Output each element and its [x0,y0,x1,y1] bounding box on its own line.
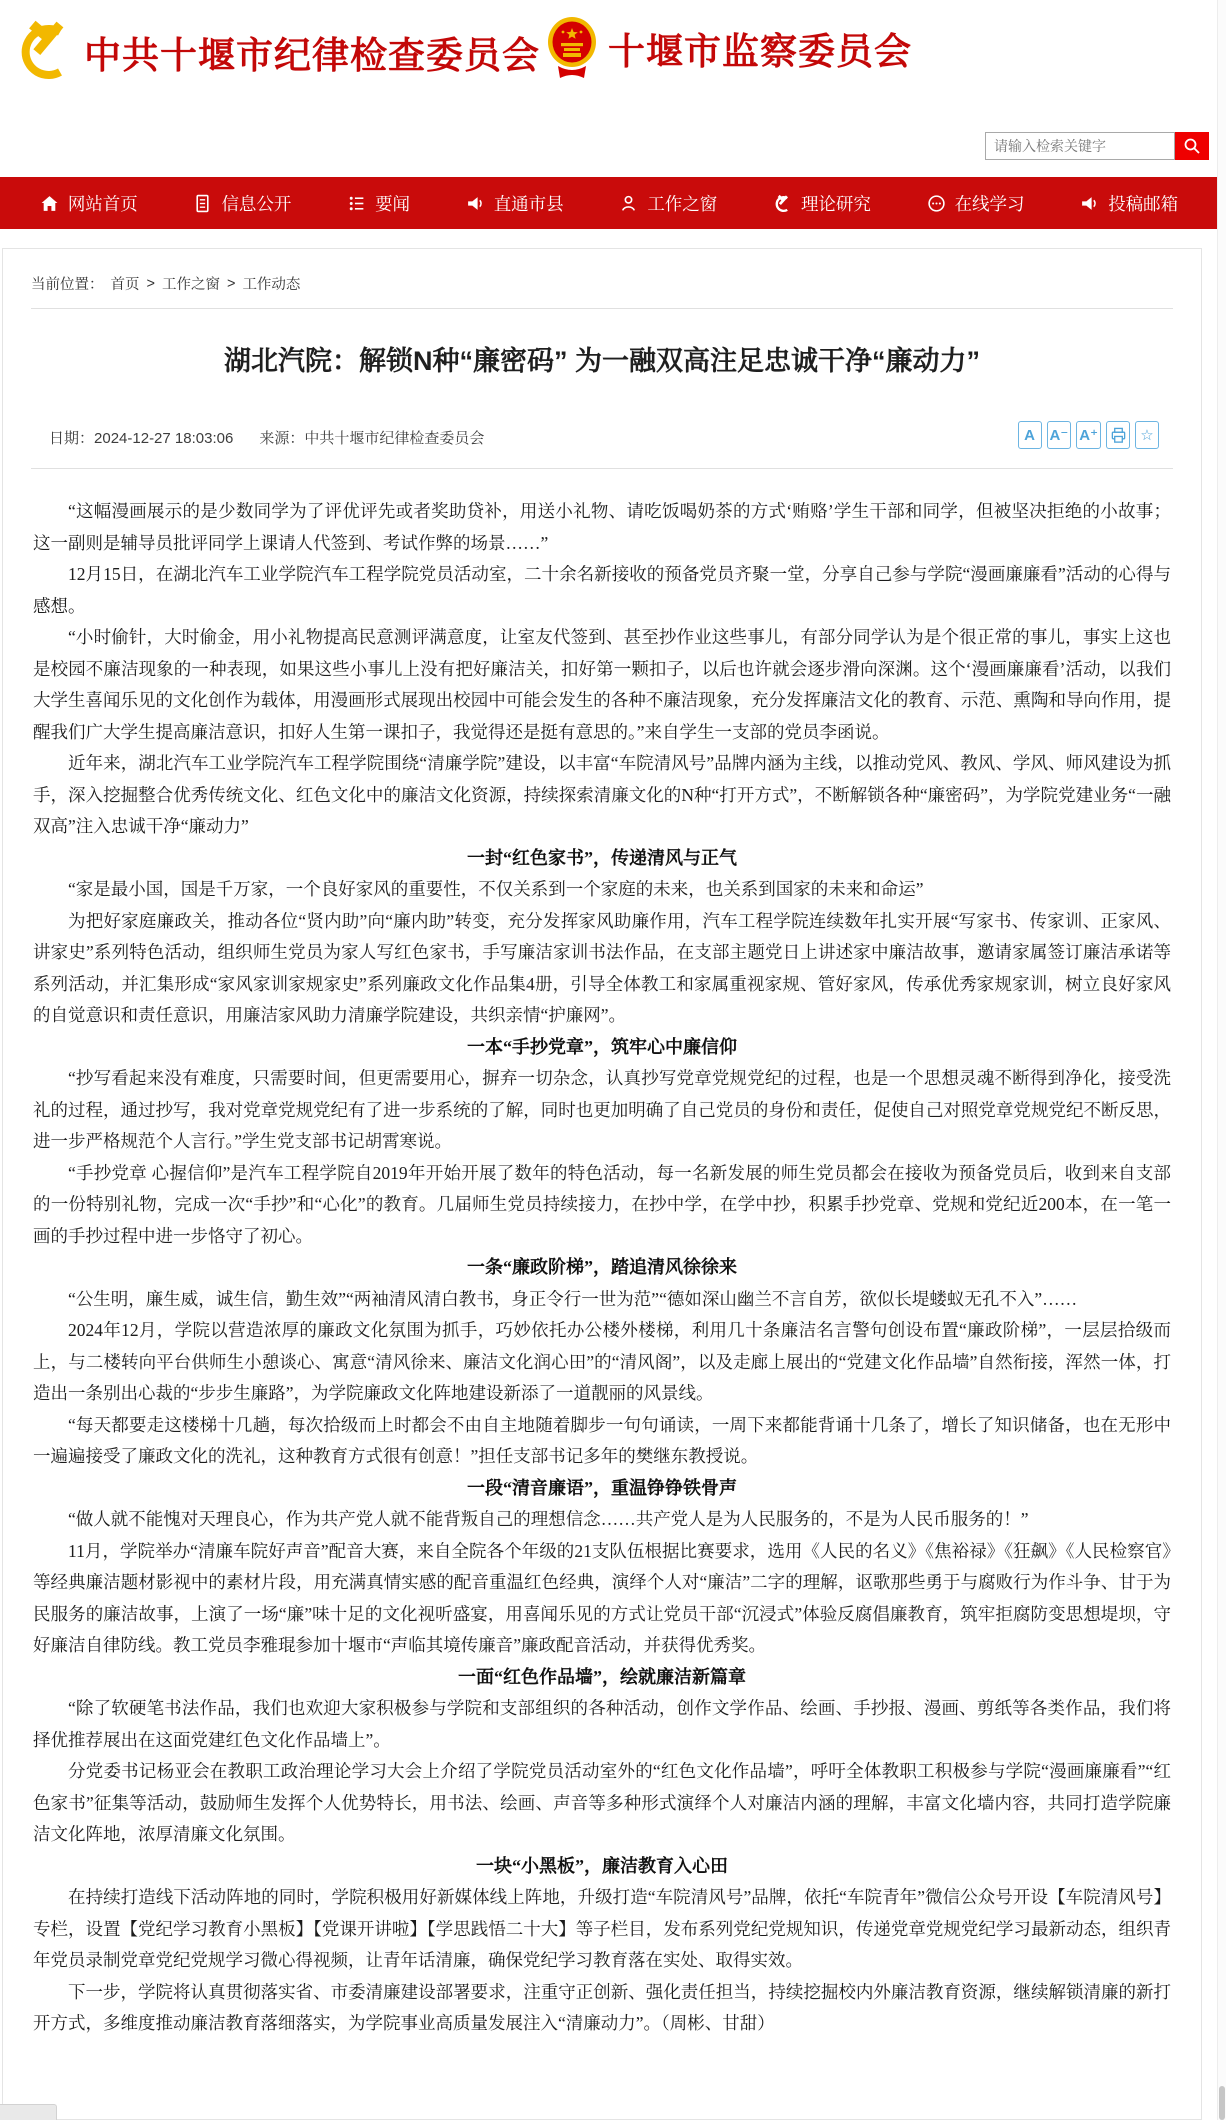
nav-label: 要闻 [375,193,411,214]
home-icon [40,194,59,213]
breadcrumb-work-window[interactable]: 工作之窗 [161,277,220,293]
paragraph: 下一步，学院将认真贯彻落实省、市委清廉建设部署要求，注重守正创新、强化责任担当，持续挖掘校内外廉洁教育资源，继续解锁清廉的新打开方式，多维度推动廉洁教育落细落实，为学院事业高质量发展注入“清廉动力”。（周彬、甘甜） [33,1981,1171,2033]
party-emblem-icon [14,16,74,88]
breadcrumb-separator: > [146,275,155,292]
paragraph: 2024年12月，学院以营造浓厚的廉政文化氛围为抓手，巧妙依托办公楼外楼梯，利用几十条廉洁名言警句创设布置“廉政阶梯”，一层层拾级而上，与二楼转向平台供师生小憩谈心、寓意“清风徐来、廉洁文化润心田”的“清风阁”，以及走廊上展出的“党建文化作品墙”自然衔接，浑然一体，打造出一条别出心裁的“步步生廉路”，为学院廉政文化阵地建设新添了一道靓丽的风景线。 [33,1320,1171,1403]
printer-icon [1110,427,1127,444]
nav-item-online-learning[interactable] [927,191,1025,216]
brand-right [546,16,912,80]
person-icon [619,194,638,213]
speaker-icon [466,194,485,213]
font-larger-button[interactable]: A⁺ [1076,421,1101,449]
section-heading: 一段“清音廉语”，重温铮铮铁骨声 [467,1477,737,1498]
nav-item-work-window[interactable] [619,191,717,216]
paragraph: “这幅漫画展示的是少数同学为了评优评先或者奖助贷补，用送小礼物、请吃饭喝奶茶的方式‘贿赂’学生干部和同学，但被坚决拒绝的小故事；这一副则是辅导员批评同学上课请人代签到、考试作弊的场景……” [33,501,1171,553]
article-body [3,469,1201,2040]
nav-label: 理论研究 [800,193,871,214]
document-icon [193,194,212,213]
date-label: 日期： [49,430,95,447]
nav-item-home[interactable] [40,191,138,216]
brand-left [14,16,540,88]
list-icon [347,194,366,213]
nav-item-cities[interactable] [466,191,564,216]
search-input[interactable] [985,132,1175,160]
paragraph: 近年来，湖北汽车工业学院汽车工程学院围绕“清廉学院”建设，以丰富“车院清风号”品牌内涵为主线，以推动党风、教风、学风、师风建设为抓手，深入挖掘整合优秀传统文化、红色文化中的廉洁文化资源，持续探索清廉文化的N种“打开方式”，不断解锁各种“廉密码”，为学院党建业务“一融双高”注入忠诚干净“廉动力” [33,753,1171,836]
paragraph: “手抄党章 心握信仰”是汽车工程学院自2019年开始开展了数年的特色活动，每一名新发展的师生党员都会在接收为预备党员后，收到来自支部的一份特别礼物，完成一次“手抄”和“心化”的教育。几届师生党员持续接力，在抄中学，在学中抄，积累手抄党章、党规和党纪近200本，在一笔一画的手抄过程中进一步恪守了初心。 [33,1162,1171,1246]
section-heading: 一块“小黑板”，廉洁教育入心田 [476,1855,728,1876]
favorite-button[interactable]: ☆ [1135,421,1159,449]
paragraph: 为把好家庭廉政关，推动各位“贤内助”向“廉内助”转变，充分发挥家风助廉作用，汽车工程学院连续数年扎实开展“写家书、传家训、正家风、讲家史”系列特色活动，组织师生党员为家人写红色家书，手写廉洁家训书法作品，在支部主题党日上讲述家中廉洁故事，邀请家属签订廉洁承诺等系列活动，并汇集形成“家风家训家规家史”系列廉政文化作品集4册，引导全体教工和家属重视家规、管好家风，传承优秀家规家训，树立良好家风的自觉意识和责任意识，用廉洁家风助力清廉学院建设，共织亲情“护廉网”。 [33,910,1171,1025]
paragraph: 12月15日，在湖北汽车工业学院汽车工程学院党员活动室，二十余名新接收的预备党员齐聚一堂，分享自己参与学院“漫画廉廉看”活动的心得与感想。 [33,564,1171,616]
section-heading: 一条“廉政阶梯”，踏追清风徐徐来 [467,1257,737,1277]
nav-label: 在线学习 [954,193,1025,214]
print-button[interactable] [1106,421,1130,449]
vertical-scrollbar[interactable] [1217,0,1226,2120]
speaker-icon [1080,194,1099,213]
breadcrumb-divider [31,308,1173,309]
article-meta [31,421,1173,451]
main-nav [0,177,1218,229]
font-normal-button[interactable]: A [1018,421,1042,449]
nav-item-news[interactable] [347,191,410,216]
article-date: 2024-12-27 18:03:06 [94,430,234,447]
source-label: 来源： [259,430,305,447]
paragraph: 11月，学院举办“清廉车院好声音”配音大赛，来自全院各个年级的21支队伍根据比赛要求，选用《人民的名义》《焦裕禄》《狂飙》《人民检察官》等经典廉洁题材影视中的素材片段，用充满真情实感的配音重温红色经典，演绎个人对“廉洁”二字的理解，讴歌那些勇于与腐败行为作斗争、甘于为民服务的廉洁故事，上演了一场“廉”味十足的文化视听盛宴，用喜闻乐见的方式让党员干部“沉浸式”体验反腐倡廉教育，筑牢拒腐防变思想堤坝，守好廉洁自律防线。教工党员李雅琨参加十堰市“声临其境传廉音”廉政配音活动，并获得优秀奖。 [33,1540,1171,1655]
article-title: 湖北汽院：解锁N种“廉密码” 为一融双高注足忠诚干净“廉动力” [224,346,980,376]
hammer-sickle-icon [773,194,792,213]
paragraph: “公生明，廉生威，诚生信，勤生效”“两袖清风清白教书，身正令行一世为范”“德如深山幽兰不言自芳，欲似长堤蝼蚁无孔不入”…… [68,1288,1078,1309]
article-meta-text [49,427,484,448]
paragraph: “做人就不能愧对天理良心，作为共产党人就不能背叛自己的理想信念……共产党人是为人民服务的，不是为人民币服务的！” [68,1509,1029,1529]
nav-item-theory[interactable] [773,191,871,216]
nav-label: 直通市县 [493,193,564,214]
breadcrumb-separator: > [226,275,236,292]
content-box [2,248,1202,2120]
nav-label: 信息公开 [221,193,292,214]
breadcrumb [3,249,1201,294]
chat-icon [927,194,946,213]
paragraph: “除了软硬笔书法作品，我们也欢迎大家积极参与学院和支部组织的各种活动，创作文学作品、绘画、手抄报、漫画、剪纸等各类作品，我们将择优推荐展出在这面党建红色文化作品墙上”。 [33,1698,1171,1750]
nav-label: 投稿邮箱 [1108,193,1179,214]
section-heading: 一面“红色作品墙”，绘就廉洁新篇章 [458,1666,746,1687]
paragraph: 在持续打造线下活动阵地的同时，学院积极用好新媒体线上阵地，升级打造“车院清风号”品牌，依托“车院青年”微信公众号开设【车院清风号】专栏，设置【党纪学习教育小黑板】【党课开讲啦】【学思践悟二十大】等子栏目，发布系列党纪党规知识，传递党章党规党纪学习最新动态，组织青年党员录制党章党纪党规学习微心得视频，让青年话清廉，确保党纪学习教育落在实处、取得实效。 [33,1887,1171,1970]
section-heading: 一封“红色家书”，传递清风与正气 [467,847,737,868]
nav-label: 工作之窗 [647,193,718,214]
article-source: 中共十堰市纪律检查委员会 [304,430,485,447]
status-bubble [0,2104,57,2120]
scrollbar-thumb[interactable] [1219,2086,1225,2120]
article-tools [1018,421,1160,449]
national-emblem-icon [546,16,598,80]
breadcrumb-work-dynamics[interactable]: 工作动态 [242,277,301,293]
nav-item-info-disclosure[interactable] [193,191,291,216]
search-icon [1183,137,1201,155]
breadcrumb-label: 当前位置： [31,277,104,293]
paragraph: 分党委书记杨亚会在教职工政治理论学习大会上介绍了学院党员活动室外的“红色文化作品墙”，呼吁全体教职工积极参与学院“漫画廉廉看”“红色家书”征集等活动，鼓励师生发挥个人优势特长，用书法、绘画、声音等多种形式演绎个人对廉洁内涵的理解，丰富文化墙内容，共同打造学院廉洁文化阵地，浓厚清廉文化氛围。 [33,1761,1171,1844]
paragraph: “小时偷针，大时偷金，用小礼物提高民意测评满意度，让室友代签到、甚至抄作业这些事儿，有部分同学认为是个很正常的事儿，事实上这也是校园不廉洁现象的一种表现，如果这些小事儿上没有把好廉洁关，扣好第一颗扣子，以后也许就会逐步滑向深渊。这个‘漫画廉廉看’活动，以我们大学生喜闻乐见的文化创作为载体，用漫画形式展现出校园中可能会发生的各种不廉洁现象，充分发挥廉洁文化的教育、示范、熏陶和导向作用，提醒我们广大学生提高廉洁意识，扣好人生第一课扣子，我觉得还是挺有意思的。”来自学生一支部的党员李函说。 [33,627,1171,742]
org-title-jiwei: 中共十堰市纪律检查委员会 [84,35,540,76]
paragraph: “抄写看起来没有难度，只需要时间，但更需要用心，摒弃一切杂念，认真抄写党章党规党纪的过程，也是一个思想灵魂不断得到净化，接受洗礼的过程，通过抄写，我对党章党规党纪有了进一步系统的了解，同时也更加明确了自己党员的身份和责任，促使自己对照党章党规党纪不断反思，进一步严格规范个人言行。”学生党支部书记胡霄寒说。 [33,1068,1171,1151]
nav-item-submission-mailbox[interactable] [1080,191,1178,216]
search-button[interactable] [1175,132,1209,160]
search-bar [985,132,1209,160]
paragraph: “家是最小国，国是千万家，一个良好家风的重要性，不仅关系到一个家庭的未来，也关系到国家的未来和命运” [68,879,924,899]
paragraph: “每天都要走这楼梯十几趟，每次拾级而上时都会不由自主地随着脚步一句句诵读，一周下来都能背诵十几条了，增长了知识储备，也在无形中一遍遍接受了廉政文化的洗礼，这种教育方式很有创意！”担任支部书记多年的樊继东教授说。 [33,1414,1171,1466]
font-smaller-button[interactable]: A⁻ [1047,421,1072,449]
breadcrumb-home[interactable]: 首页 [110,277,140,293]
section-heading: 一本“手抄党章”，筑牢心中廉信仰 [467,1036,737,1057]
nav-label: 网站首页 [67,193,138,214]
org-title-jianwei: 十堰市监察委员会 [608,31,912,72]
